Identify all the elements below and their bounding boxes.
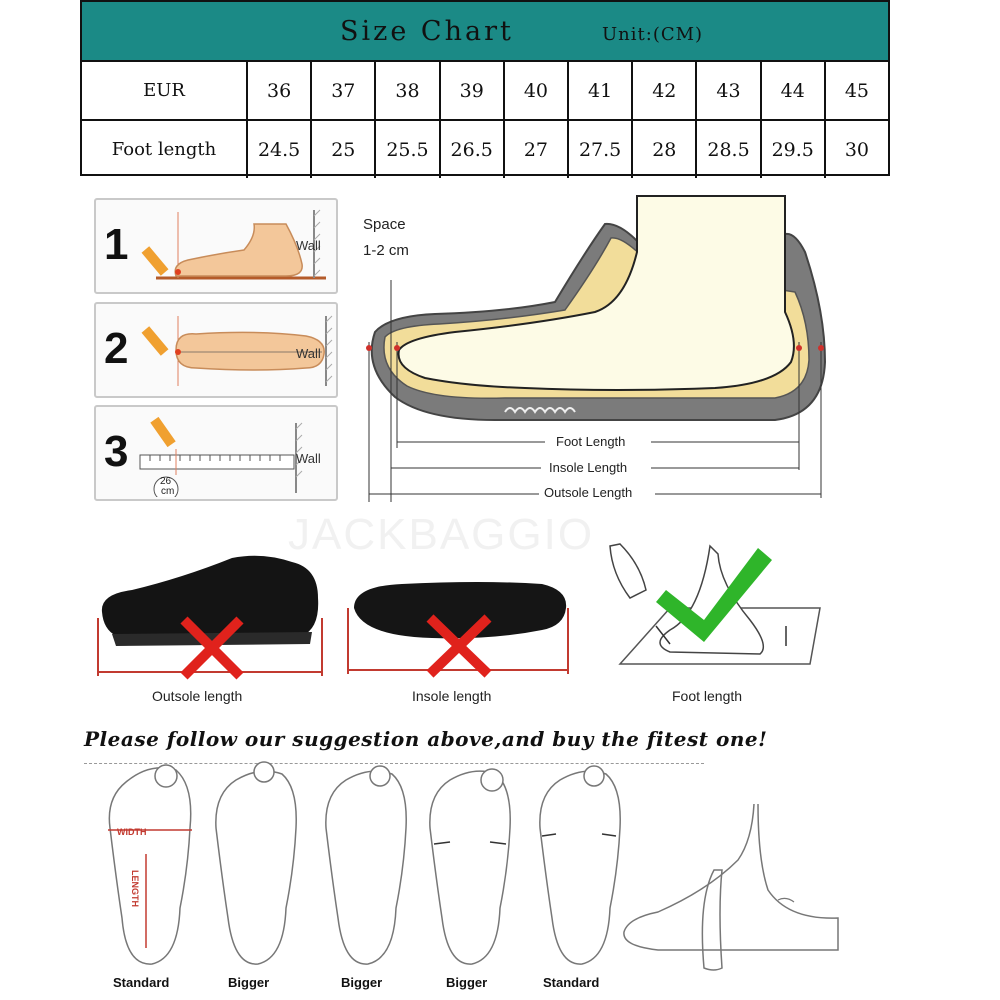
eur-cell: 37 xyxy=(312,62,376,119)
measure-step-2 xyxy=(94,302,338,398)
foot-outline-bigger-3 xyxy=(420,758,520,972)
foot-length-cell: 25 xyxy=(312,121,376,178)
foot-type-label: Bigger xyxy=(341,975,383,990)
size-chart-header xyxy=(82,2,888,62)
wall-label: Wall xyxy=(296,451,321,466)
foot-outline-standard-2 xyxy=(530,758,630,972)
length-label: LENGTH xyxy=(130,870,140,907)
size-chart-table xyxy=(80,0,890,176)
foot-length-cell: 26.5 xyxy=(441,121,505,178)
foot-outline-bigger-1 xyxy=(206,758,306,972)
eur-cell: 39 xyxy=(441,62,505,119)
foot-length-cell: 29.5 xyxy=(762,121,826,178)
width-label: WIDTH xyxy=(117,827,147,837)
step-number: 2 xyxy=(104,324,129,373)
wall-label: Wall xyxy=(296,238,321,253)
step-number: 3 xyxy=(104,427,129,476)
foot-length-cell: 25.5 xyxy=(376,121,440,178)
foot-outline-standard xyxy=(96,758,206,972)
eur-cell: 44 xyxy=(762,62,826,119)
foot-side-sketch xyxy=(618,800,848,976)
insole-label: Insole length xyxy=(412,688,492,704)
outsole-label: Outsole length xyxy=(152,688,243,704)
foot-type-label: Bigger xyxy=(228,975,270,990)
foot-length-cell: 28.5 xyxy=(697,121,761,178)
space-value: 1-2 cm xyxy=(363,242,409,259)
foot-length-cell: 27 xyxy=(505,121,569,178)
wall-label: Wall xyxy=(296,346,321,361)
size-chart-title: Size Chart xyxy=(340,16,514,47)
foot-label: Foot length xyxy=(672,688,743,704)
foot-type-label: Standard xyxy=(543,975,600,990)
foot-length-row xyxy=(82,121,888,178)
foot-length-row-label: Foot length xyxy=(82,121,248,178)
foot-length-cell: 30 xyxy=(844,138,870,161)
ruler-value: 26 xyxy=(160,476,172,487)
eur-row xyxy=(82,62,888,121)
foot-length-label: Foot Length xyxy=(556,434,626,449)
foot-length-cell: 27.5 xyxy=(569,121,633,178)
foot-type-label: Standard xyxy=(113,975,170,990)
suggestion-text: Please follow our suggestion above,and buy the fitest one! xyxy=(84,727,768,751)
ruler-unit: cm xyxy=(161,486,175,497)
eur-cell: 43 xyxy=(697,62,761,119)
eur-cell: 36 xyxy=(248,62,312,119)
insole-length-label: Insole Length xyxy=(549,460,628,475)
foot-measure-image xyxy=(600,534,830,684)
foot-type-label: Bigger xyxy=(446,975,488,990)
outsole-length-label: Outsole Length xyxy=(544,485,633,500)
watermark: JACKBAGGIO xyxy=(288,510,595,559)
insole-image xyxy=(342,568,582,688)
space-label: Space xyxy=(363,216,406,233)
measure-step-1 xyxy=(94,198,338,294)
eur-cell: 38 xyxy=(376,62,440,119)
eur-cell: 42 xyxy=(633,62,697,119)
eur-row-label: EUR xyxy=(82,62,248,119)
measure-step-3 xyxy=(94,405,338,501)
foot-length-cell: 28 xyxy=(633,121,697,178)
foot-length-cell: 24.5 xyxy=(248,121,312,178)
step-number: 1 xyxy=(104,220,129,269)
eur-cell: 40 xyxy=(505,62,569,119)
foot-outline-bigger-2 xyxy=(316,758,416,972)
shoe-outsole-image xyxy=(92,548,332,688)
size-chart-unit: Unit:(CM) xyxy=(602,24,704,45)
eur-cell: 41 xyxy=(569,62,633,119)
eur-cell: 45 xyxy=(844,79,870,102)
